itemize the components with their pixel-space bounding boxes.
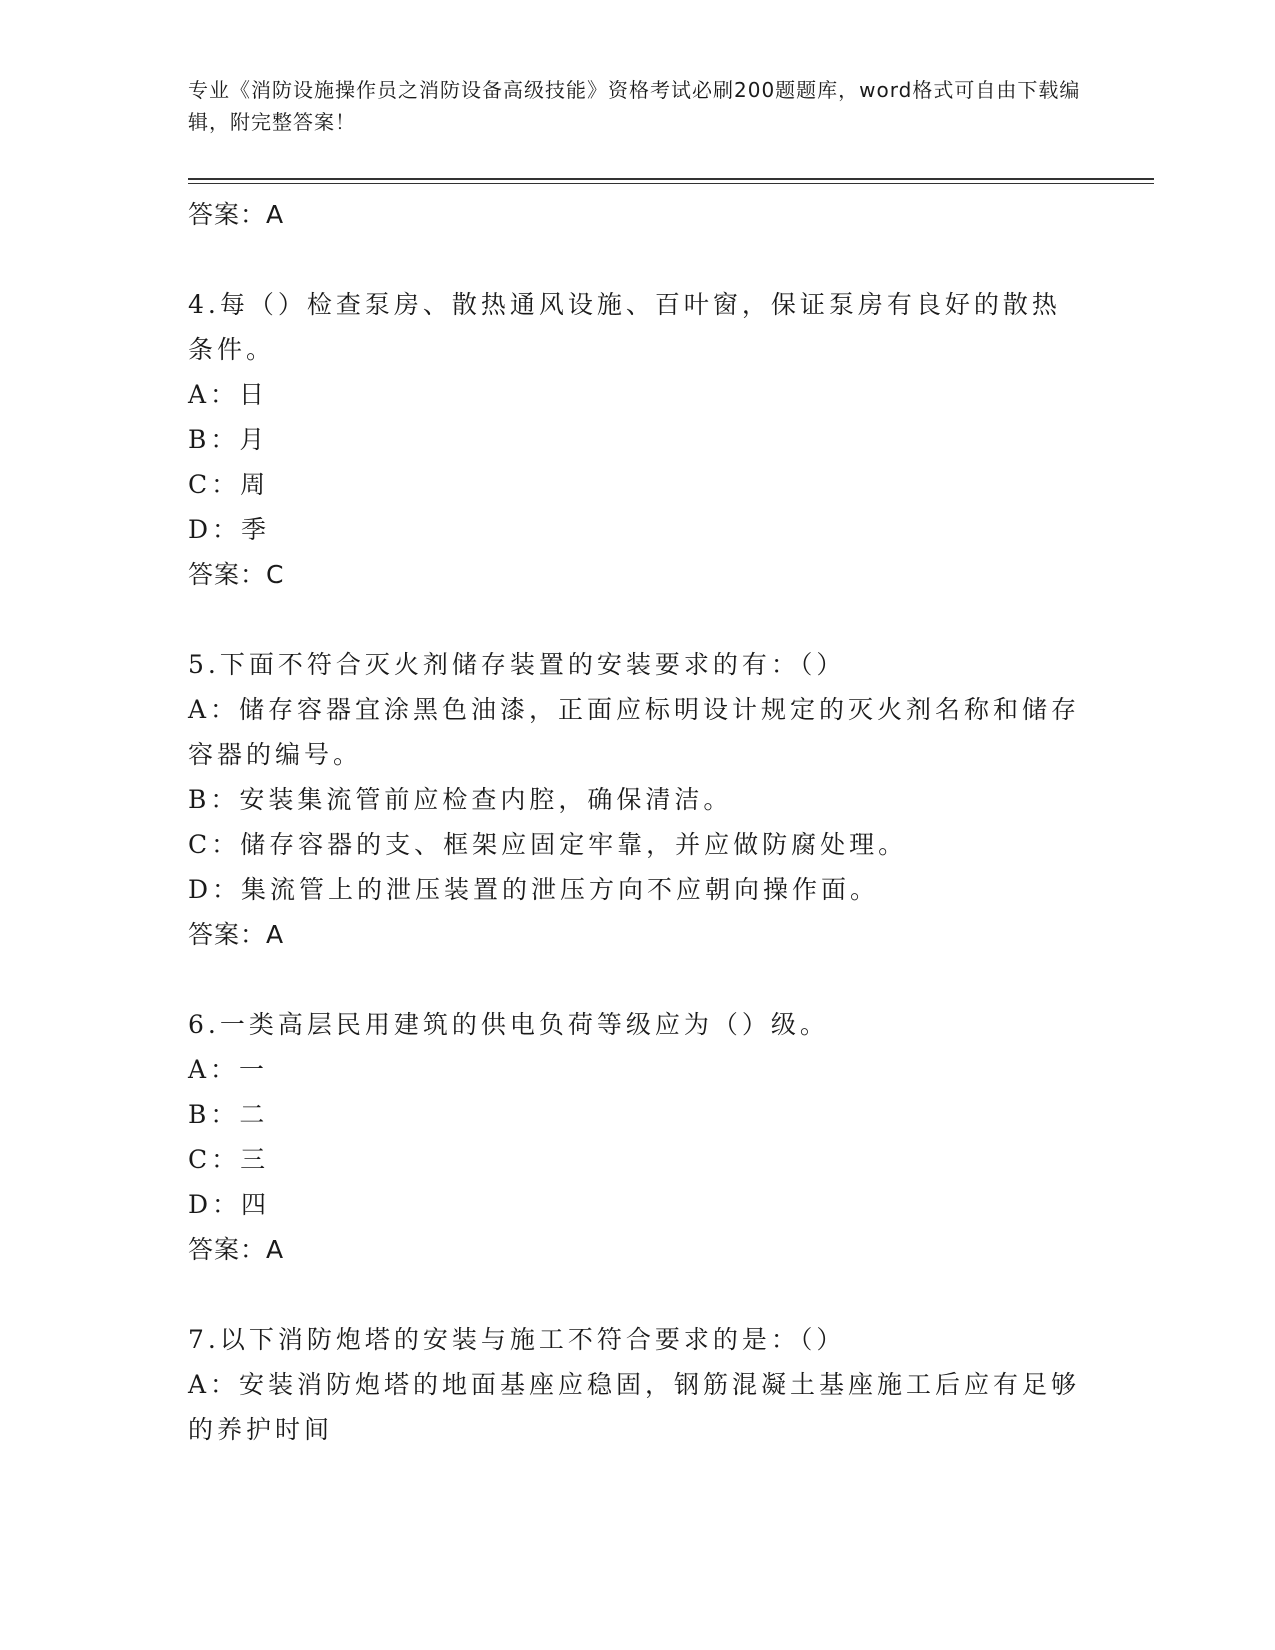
option-c: C：储存容器的支、框架应固定牢靠，并应做防腐处理。 (188, 830, 908, 859)
question-stem: 5.下面不符合灭火剂储存装置的安装要求的有：（） (188, 650, 846, 679)
option-d: D：集流管上的泄压装置的泄压方向不应朝向操作面。 (188, 875, 880, 904)
question-stem: 6.一类高层民用建筑的供电负荷等级应为（）级。 (188, 1010, 829, 1039)
option-c: C：周 (188, 470, 270, 499)
question-7 (188, 1317, 1088, 1452)
option-a: A：储存容器宜涂黑色油漆，正面应标明设计规定的灭火剂名称和储存容器的编号。 (188, 695, 1081, 769)
option-b: B：月 (188, 425, 269, 454)
question-6 (188, 1002, 1088, 1273)
question-5 (188, 642, 1088, 958)
header-rule-thick (188, 178, 1154, 180)
question-stem: 7.以下消防炮塔的安装与施工不符合要求的是：（） (188, 1325, 846, 1354)
question-4 (188, 282, 1088, 598)
option-b: B：安装集流管前应检查内腔，确保清洁。 (188, 785, 733, 814)
option-a: A：日 (188, 380, 269, 409)
option-c: C：三 (188, 1145, 270, 1174)
option-a: A：安装消防炮塔的地面基座应稳固，钢筋混凝土基座施工后应有足够的养护时间 (188, 1370, 1081, 1444)
answer-line: 答案：A (188, 920, 285, 949)
option-d: D：季 (188, 515, 271, 544)
option-d: D：四 (188, 1190, 271, 1219)
answer-line: 答案：A (188, 200, 285, 229)
option-b: B：二 (188, 1100, 269, 1129)
answer-line: 答案：C (188, 560, 285, 589)
answer-line: 答案：A (188, 1235, 285, 1264)
document-intro: 专业《消防设施操作员之消防设备高级技能》资格考试必刷200题题库，word格式可自由下载编辑，附完整答案！ (188, 78, 1081, 134)
option-a: A：一 (188, 1055, 269, 1084)
question-stem: 4.每（）检查泵房、散热通风设施、百叶窗，保证泵房有良好的散热条件。 (188, 290, 1061, 364)
header-rule-thin (188, 183, 1154, 184)
question-list (188, 186, 1088, 1452)
